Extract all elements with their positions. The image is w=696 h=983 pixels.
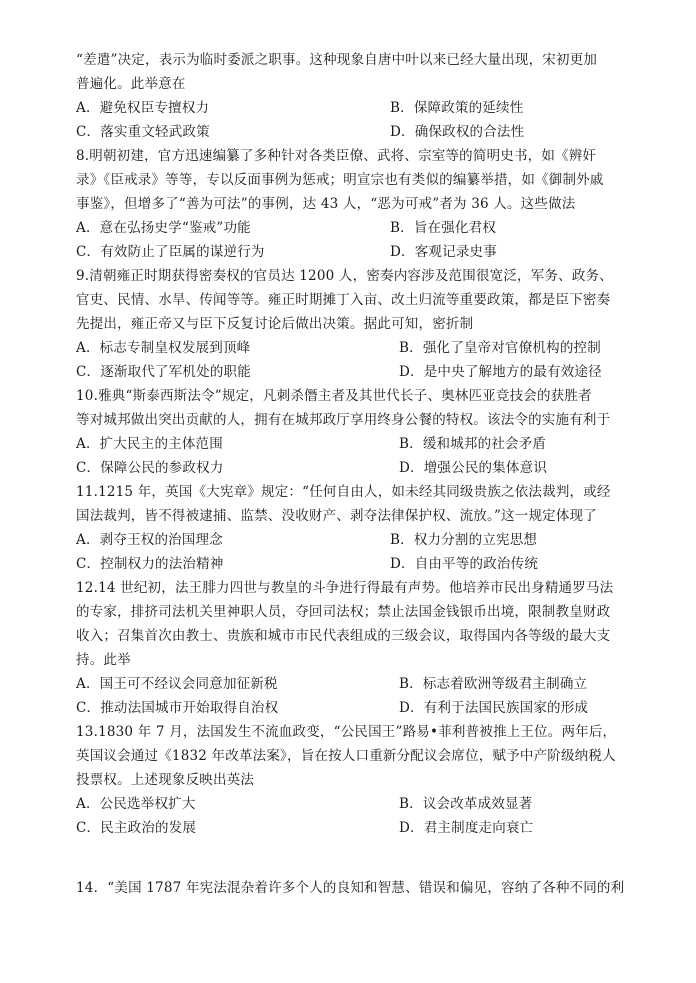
- q7-option-a: A．避免权臣专擅权力: [76, 100, 210, 116]
- q11-option-c: C．控制权力的法治精神: [76, 556, 224, 572]
- q13-option-b: B．议会改革成效显著: [399, 796, 533, 812]
- q13-line-2: 英国议会通过《1832 年改革法案》，旨在按人口重新分配议会席位，赋予中产阶级纳税人: [76, 748, 616, 764]
- q8-option-b: B．旨在强化君权: [390, 220, 497, 236]
- q10-line-2: 等对城邦做出突出贡献的人，拥有在城邦政厅享用终身公餐的特权。该法令的实施有利于: [76, 412, 611, 428]
- q10-option-b: B．缓和城邦的社会矛盾: [399, 436, 547, 452]
- q9-line-2: 官吏、民情、水旱、传闻等等。雍正时期摊丁入亩、改土归流等重要政策，都是臣下密奏: [76, 292, 611, 308]
- q7-option-d: D．确保政权的合法性: [390, 124, 525, 140]
- q11-option-a: A．剥夺王权的治国理念: [76, 532, 223, 548]
- q8-line-2: 录》《臣戒录》等等，专以反面事例为惩戒；明宣宗也有类似的编纂举措，如《御制外戚: [76, 172, 604, 188]
- q13-option-c: C．民主政治的发展: [76, 820, 197, 836]
- q11-line-2: 国法裁判，皆不得被逮捕、监禁、没收财产、剥夺法律保护权、流放。”这一规定体现了: [76, 508, 597, 524]
- q12-line-1: 12.14 世纪初，法王腓力四世与教皇的斗争进行得最有声势。他培养市民出身精通罗马法: [76, 580, 614, 596]
- q8-option-c: C．有效防止了臣属的谋逆行为: [76, 244, 265, 260]
- q13-line-3: 投票权。上述现象反映出英法: [76, 772, 255, 788]
- q12-line-2: 的专家，排挤司法机关里神职人员，夺回司法权；禁止法国金钱银币出境，限制教皇财政: [76, 604, 611, 620]
- q10-option-a: A．扩大民主的主体范围: [76, 436, 223, 452]
- q7-line-1: “差遣”决定，表示为临时委派之职事。这种现象自唐中叶以来已经大量出现，宋初更加: [76, 52, 598, 68]
- q7-line-2: 普遍化。此举意在: [76, 76, 186, 92]
- q12-option-b: B．标志着欧洲等级君主制确立: [399, 676, 588, 692]
- q11-line-1: 11.1215 年，英国《大宪章》规定：“任何自由人，如未经其同级贵族之依法裁判，或经: [76, 484, 611, 500]
- q14-line-1: 14．“美国 1787 年宪法混杂着许多个人的良知和智慧、错误和偏见，容纳了各种不同的利: [76, 880, 625, 896]
- q12-option-d: D．有利于法国民族国家的形成: [399, 700, 589, 716]
- q11-option-b: B．权力分割的立宪思想: [390, 532, 538, 548]
- q12-option-a: A．国王可不经议会同意加征新税: [76, 676, 278, 692]
- q10-option-d: D．增强公民的集体意识: [399, 460, 548, 476]
- q8-line-1: 8.明朝初建，官方迅速编纂了多种针对各类臣僚、武将、宗室等的简明史书，如《辨奸: [76, 148, 597, 164]
- q12-line-4: 持。此举: [76, 652, 131, 668]
- q7-option-b: B．保障政策的延续性: [390, 100, 524, 116]
- q9-line-3: 先提出，雍正帝又与臣下反复讨论后做出决策。据此可知，密折制: [76, 316, 474, 332]
- q8-line-3: 事鉴》，但增多了“善为可法”的事例，达 43 人，“恶为可戒”者为 36 人。这些做法: [76, 196, 576, 212]
- q7-option-c: C．落实重文轻武政策: [76, 124, 210, 140]
- q13-option-a: A．公民选举权扩大: [76, 796, 196, 812]
- q9-option-a: A．标志专制皇权发展到顶峰: [76, 340, 251, 356]
- q13-option-d: D．君主制度走向衰亡: [399, 820, 534, 836]
- q8-option-a: A．意在弘扬史学“鉴戒”功能: [76, 220, 251, 236]
- q9-option-b: B．强化了皇帝对官僚机构的控制: [399, 340, 601, 356]
- q10-line-1: 10.雅典“斯泰西斯法令”规定，凡刺杀僭主者及其世代长子、奥林匹亚竞技会的获胜者: [76, 388, 592, 404]
- q9-option-d: D．是中央了解地方的最有效途径: [399, 364, 602, 380]
- q11-option-d: D．自由平等的政治传统: [390, 556, 539, 572]
- q12-option-c: C．推动法国城市开始取得自治权: [76, 700, 279, 716]
- q12-line-3: 收入；召集首次由教士、贵族和城市市民代表组成的三级会议，取得国内各等级的最大支: [76, 628, 611, 644]
- q9-line-1: 9.清朝雍正时期获得密奏权的官员达 1200 人，密奏内容涉及范围很宽泛，军务、政务、: [76, 268, 613, 284]
- q9-option-c: C．逐渐取代了军机处的职能: [76, 364, 251, 380]
- q10-option-c: C．保障公民的参政权力: [76, 460, 224, 476]
- q8-option-d: D．客观记录史事: [390, 244, 497, 260]
- q13-line-1: 13.1830 年 7 月，法国发生不流血政变，“公民国王”路易•菲利普被推上王位。两年后，: [76, 724, 617, 740]
